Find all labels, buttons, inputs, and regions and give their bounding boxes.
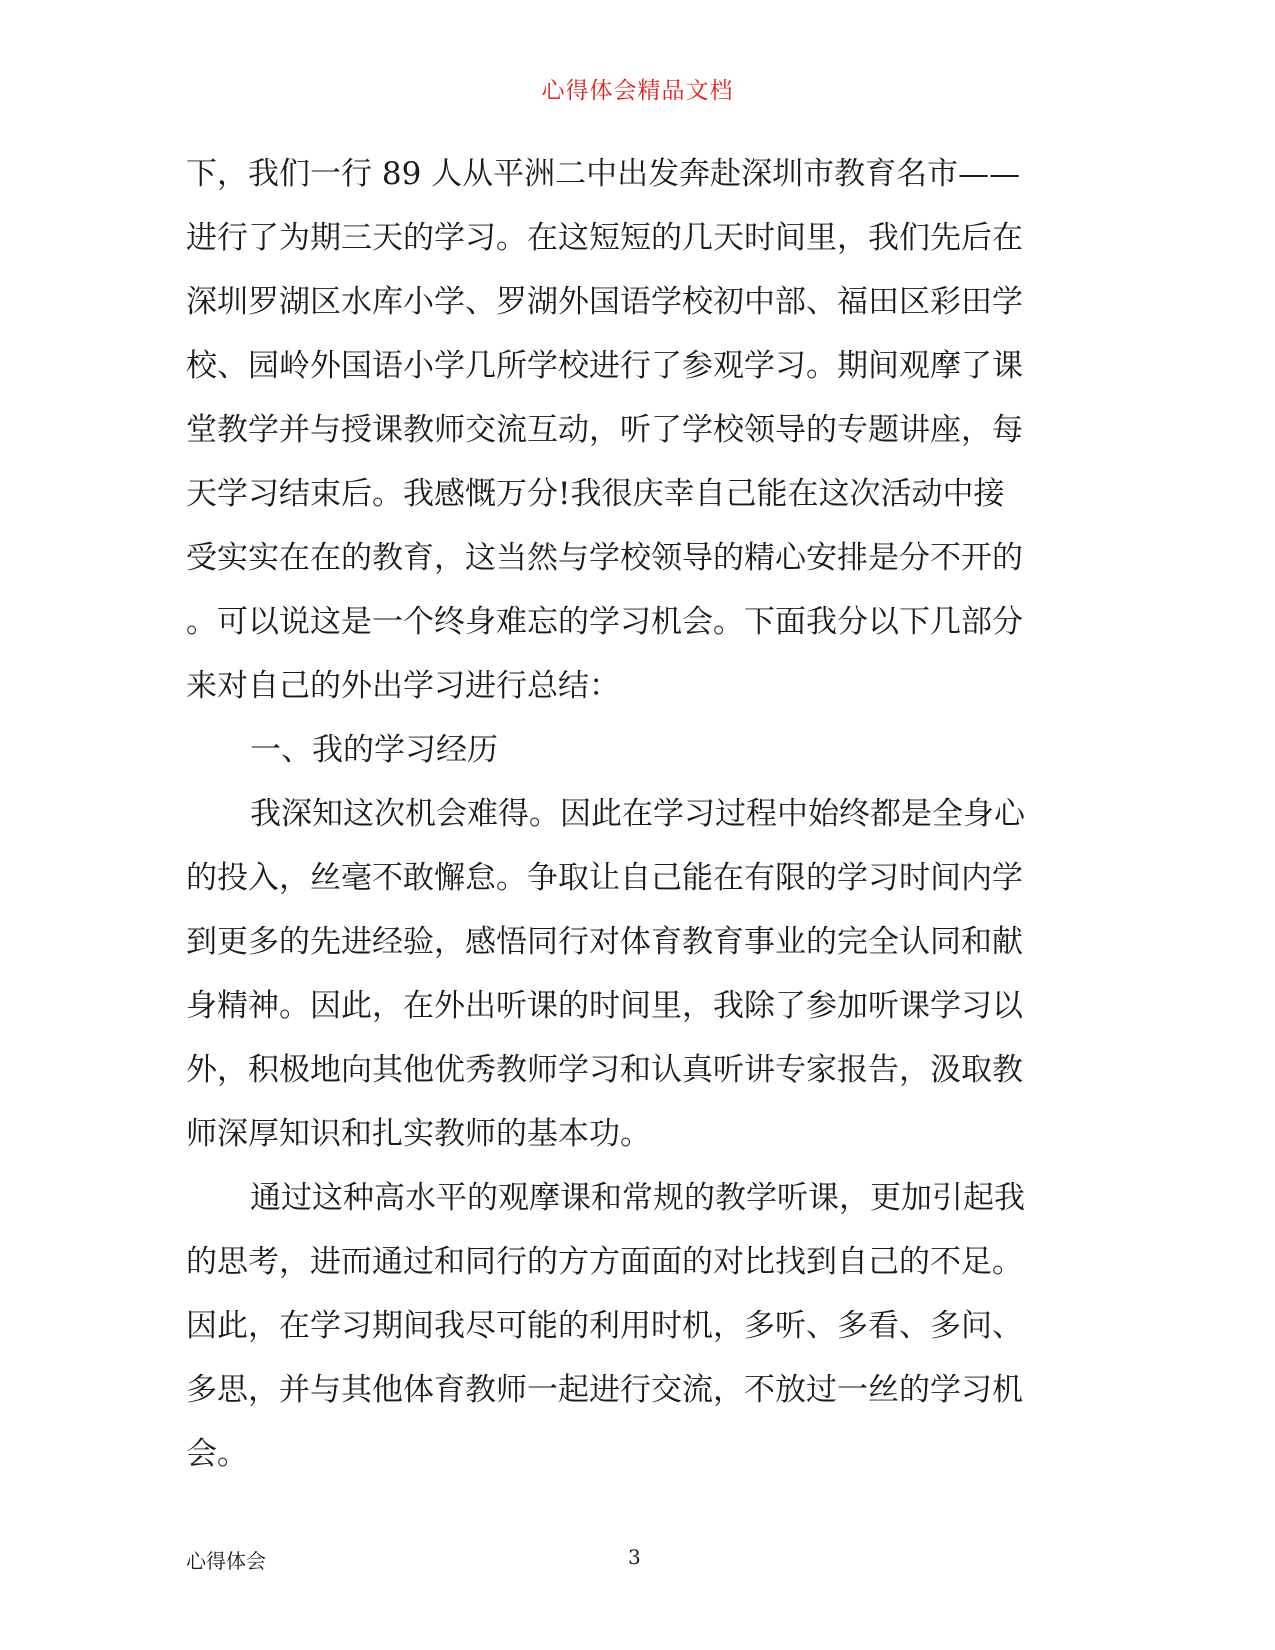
body-line: 身精神。因此，在外出听课的时间里，我除了参加听课学习以 xyxy=(186,988,1023,1024)
body-line: 到更多的先进经验，感悟同行对体育教育事业的完全认同和献 xyxy=(186,924,1023,960)
body-line: 天学习结束后。我感慨万分!我很庆幸自己能在这次活动中接 xyxy=(186,476,1005,512)
body-line: 的投入，丝毫不敢懈怠。争取让自己能在有限的学习时间内学 xyxy=(186,860,1023,896)
body-line: 我深知这次机会难得。因此在学习过程中始终都是全身心 xyxy=(250,796,1025,832)
body-line: 师深厚知识和扎实教师的基本功。 xyxy=(186,1116,651,1152)
page-number: 3 xyxy=(628,1545,641,1569)
body-line: 外，积极地向其他优秀教师学习和认真听讲专家报告，汲取教 xyxy=(186,1052,1023,1088)
body-line: 通过这种高水平的观摩课和常规的教学听课，更加引起我 xyxy=(250,1180,1025,1216)
body-line: 来对自己的外出学习进行总结： xyxy=(186,668,620,704)
body-line: 进行了为期三天的学习。在这短短的几天时间里，我们先后在 xyxy=(186,220,1023,256)
body-line: 因此，在学习期间我尽可能的利用时机，多听、多看、多问、 xyxy=(186,1308,1023,1344)
section-heading: 一、我的学习经历 xyxy=(250,732,498,768)
body-line: 下，我们一行 89 人从平洲二中出发奔赴深圳市教育名市—— xyxy=(186,156,1021,192)
body-line: 多思，并与其他体育教师一起进行交流，不放过一丝的学习机 xyxy=(186,1372,1023,1408)
body-line: 受实实在在的教育，这当然与学校领导的精心安排是分不开的 xyxy=(186,540,1023,576)
body-line: 校、园岭外国语小学几所学校进行了参观学习。期间观摩了课 xyxy=(186,348,1023,384)
body-line: 深圳罗湖区水库小学、罗湖外国语学校初中部、福田区彩田学 xyxy=(186,284,1023,320)
footer-label: 心得体会 xyxy=(186,1549,266,1573)
body-line: 的思考，进而通过和同行的方方面面的对比找到自己的不足。 xyxy=(186,1244,1023,1280)
document-header-title: 心得体会精品文档 xyxy=(541,78,734,104)
body-line: 。可以说这是一个终身难忘的学习机会。下面我分以下几部分 xyxy=(186,604,1023,640)
document-body xyxy=(186,142,1091,1486)
body-line: 堂教学并与授课教师交流互动，听了学校领导的专题讲座，每 xyxy=(186,412,1023,448)
body-line: 会。 xyxy=(186,1436,248,1472)
